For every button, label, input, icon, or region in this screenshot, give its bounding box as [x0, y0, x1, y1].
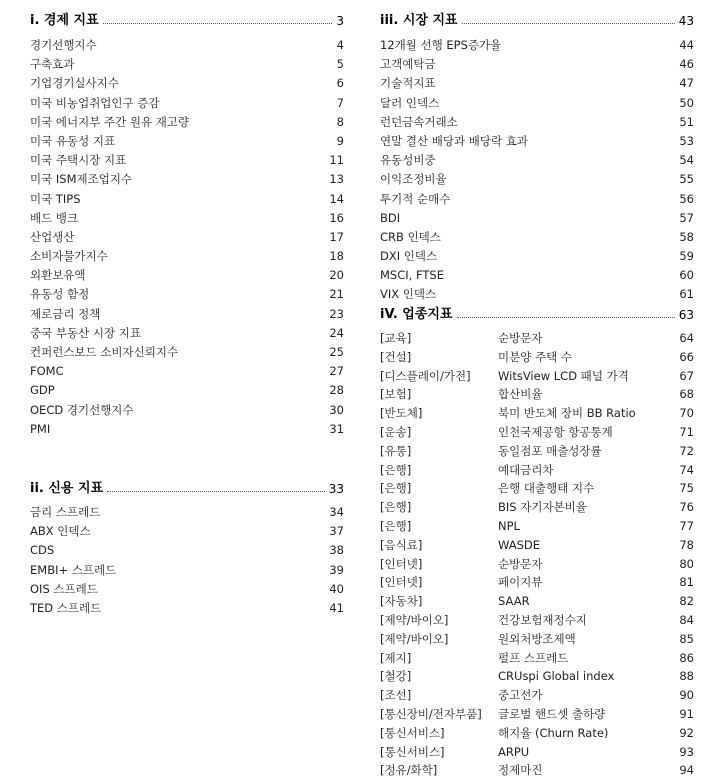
- entry-sector: [은행]: [380, 518, 412, 533]
- entry-label: OIS 스프레드: [30, 581, 98, 596]
- entry-label: 외환보유액: [30, 268, 86, 283]
- market-entry-list: [380, 36, 694, 305]
- entry-page-number: 82: [679, 594, 694, 609]
- toc-entry[interactable]: [380, 705, 694, 724]
- toc-entry[interactable]: [30, 170, 344, 189]
- toc-entry[interactable]: [30, 580, 344, 599]
- entry-sector: [건설]: [380, 349, 412, 364]
- entry-label: 구축효과: [30, 57, 75, 72]
- entry-label: VIX 인덱스: [380, 287, 437, 302]
- entry-page-number: 14: [329, 191, 344, 206]
- entry-label: 달러 인덱스: [380, 95, 440, 110]
- entry-label: 미국 주택시장 지표: [30, 153, 127, 168]
- entry-page-number: 17: [329, 229, 344, 244]
- entry-page-number: 51: [679, 114, 694, 129]
- entry-label: 컨퍼런스보드 소비자신뢰지수: [30, 345, 179, 359]
- toc-entry[interactable]: [380, 190, 694, 209]
- entry-sector: [디스플레이/가전]: [380, 368, 471, 383]
- toc-entry[interactable]: [380, 132, 694, 151]
- entry-label: 소비자물가지수: [30, 249, 108, 264]
- toc-entry[interactable]: [30, 305, 344, 324]
- entry-sector: [통신서비스]: [380, 744, 445, 759]
- toc-entry[interactable]: [380, 404, 694, 423]
- entry-sector: [보험]: [380, 387, 412, 402]
- entry-page-number: 61: [679, 287, 694, 302]
- entry-sector: [정유/화학]: [380, 763, 438, 778]
- entry-label: 기업경기실사지수: [30, 76, 119, 91]
- entry-label: ARPU: [498, 744, 530, 759]
- entry-label: 산업생산: [30, 229, 75, 244]
- entry-page-number: 28: [329, 383, 344, 398]
- entry-page-number: 91: [679, 706, 694, 721]
- toc-entry[interactable]: [380, 442, 694, 461]
- entry-label: 미분양 주택 수: [498, 349, 572, 364]
- entry-page-number: 18: [329, 249, 344, 264]
- toc-entry[interactable]: [380, 743, 694, 762]
- entry-page-number: 94: [679, 763, 694, 778]
- entry-page-number: 85: [679, 631, 694, 646]
- entry-sector: [인터넷]: [380, 575, 423, 590]
- entry-label: EMBI+ 스프레드: [30, 562, 117, 577]
- section-title: iV. 업종지표: [380, 307, 453, 322]
- entry-label: 순방문자: [498, 331, 543, 345]
- toc-entry[interactable]: [380, 74, 694, 93]
- toc-entry[interactable]: [380, 479, 694, 498]
- entry-page-number: 4: [336, 38, 344, 52]
- entry-page-number: 88: [679, 669, 694, 684]
- toc-entry[interactable]: [30, 522, 344, 541]
- entry-page-number: 77: [679, 518, 694, 533]
- entry-sector: [철강]: [380, 669, 412, 684]
- entry-label: 순방문자: [498, 556, 543, 571]
- entry-label: 투기적 순매수: [380, 191, 451, 206]
- entry-sector: [반도체]: [380, 406, 423, 421]
- entry-sector: [음식료]: [380, 537, 423, 552]
- toc-entry[interactable]: [380, 611, 694, 630]
- entry-page-number: 50: [679, 95, 694, 110]
- entry-page-number: 86: [679, 650, 694, 665]
- toc-entry[interactable]: [30, 209, 344, 228]
- toc-entry[interactable]: [380, 573, 694, 592]
- industry-entry-list: [380, 329, 694, 780]
- toc-entry[interactable]: [30, 401, 344, 420]
- toc-entry[interactable]: [30, 113, 344, 132]
- entry-page-number: 9: [336, 133, 344, 148]
- section-header-industry[interactable]: [380, 302, 694, 322]
- entry-page-number: 68: [679, 387, 694, 402]
- entry-label: 금리 스프레드: [30, 505, 101, 519]
- entry-label: 유동성비중: [380, 153, 436, 168]
- entry-label: 북미 반도체 장비 BB Ratio: [498, 406, 636, 421]
- entry-sector: [제지]: [380, 650, 412, 665]
- dot-leader: [462, 23, 675, 24]
- entry-page-number: 23: [329, 306, 344, 321]
- entry-label: 동일점포 매출성장률: [498, 443, 602, 458]
- toc-entry[interactable]: [380, 55, 694, 74]
- entry-page-number: 31: [329, 421, 344, 436]
- entry-label: 예대금리차: [498, 462, 554, 477]
- toc-entry[interactable]: [380, 517, 694, 536]
- toc-entry[interactable]: [30, 599, 344, 618]
- entry-page-number: 27: [329, 364, 344, 379]
- entry-page-number: 90: [679, 688, 694, 703]
- entry-page-number: 20: [329, 268, 344, 283]
- entry-label: WitsView LCD 패널 가격: [498, 368, 629, 383]
- entry-page-number: 76: [679, 500, 694, 515]
- toc-entry[interactable]: [380, 266, 694, 285]
- entry-page-number: 70: [679, 406, 694, 421]
- entry-sector: [유통]: [380, 443, 412, 458]
- toc-entry[interactable]: [30, 132, 344, 151]
- entry-label: ABX 인덱스: [30, 524, 91, 539]
- entry-page-number: 8: [336, 114, 344, 129]
- toc-entry[interactable]: [30, 420, 344, 439]
- entry-label: 펄프 스프레드: [498, 650, 569, 665]
- entry-label: 연말 결산 배당과 배당락 효과: [380, 133, 528, 148]
- entry-sector: [통신서비스]: [380, 725, 445, 740]
- entry-label: DXI 인덱스: [380, 249, 438, 264]
- entry-page-number: 53: [679, 133, 694, 148]
- section-title: iii. 시장 지표: [380, 13, 458, 28]
- entry-label: 런던금속거래소: [380, 114, 458, 129]
- section-header-economic[interactable]: [30, 8, 344, 28]
- toc-entry[interactable]: [380, 761, 694, 780]
- entry-label: 미국 유동성 지표: [30, 133, 116, 148]
- toc-entry[interactable]: [30, 541, 344, 560]
- entry-page-number: 7: [336, 95, 344, 110]
- entry-label: 이익조정비율: [380, 172, 447, 187]
- entry-label: 은행 대출행태 지수: [498, 481, 595, 496]
- entry-sector: [조선]: [380, 688, 412, 703]
- entry-label: CRUspi Global index: [498, 669, 615, 684]
- entry-page-number: 34: [329, 505, 344, 519]
- toc-entry[interactable]: [380, 209, 694, 228]
- section-title: ii. 신용 지표: [30, 481, 104, 496]
- entry-label: 해지율 (Churn Rate): [498, 725, 609, 740]
- entry-page-number: 5: [336, 57, 344, 72]
- entry-page-number: 16: [329, 210, 344, 225]
- toc-entry[interactable]: [30, 151, 344, 170]
- entry-page-number: 57: [679, 210, 694, 225]
- toc-entry[interactable]: [30, 247, 344, 266]
- toc-entry[interactable]: [380, 592, 694, 611]
- entry-label: 합산비율: [498, 387, 543, 402]
- entry-label: OECD 경기선행지수: [30, 402, 134, 417]
- entry-sector: [통신장비/전자부품]: [380, 706, 482, 721]
- entry-page-number: 44: [679, 38, 694, 52]
- toc-entry[interactable]: [380, 247, 694, 266]
- economic-entry-list: [30, 36, 344, 439]
- entry-page-number: 25: [329, 345, 344, 359]
- entry-page-number: 11: [329, 153, 344, 168]
- entry-page-number: 93: [679, 744, 694, 759]
- entry-page-number: 38: [329, 543, 344, 558]
- entry-label: NPL: [498, 518, 520, 533]
- section-page-number: 63: [678, 308, 694, 322]
- toc-entry[interactable]: [30, 36, 344, 55]
- entry-label: WASDE: [498, 537, 541, 552]
- toc-entry[interactable]: [380, 367, 694, 386]
- entry-page-number: 81: [679, 575, 694, 590]
- entry-label: BIS 자기자본비율: [498, 500, 587, 515]
- section-header-credit[interactable]: [30, 476, 344, 496]
- entry-label: 경기선행지수: [30, 38, 97, 52]
- entry-page-number: 30: [329, 402, 344, 417]
- toc-entry[interactable]: [30, 285, 344, 304]
- entry-label: BDI: [380, 210, 401, 225]
- entry-page-number: 21: [329, 287, 344, 302]
- entry-label: TED 스프레드: [30, 600, 102, 615]
- entry-label: 중고선가: [498, 688, 543, 703]
- entry-sector: [은행]: [380, 481, 412, 496]
- toc-entry[interactable]: [380, 94, 694, 113]
- entry-sector: [제약/바이오]: [380, 631, 449, 646]
- toc-entry[interactable]: [380, 423, 694, 442]
- entry-page-number: 37: [329, 524, 344, 539]
- entry-label: GDP: [30, 383, 55, 398]
- entry-label: MSCI, FTSE: [380, 268, 444, 283]
- entry-sector: [교육]: [380, 331, 412, 345]
- entry-page-number: 64: [679, 331, 694, 345]
- toc-entry[interactable]: [380, 170, 694, 189]
- entry-page-number: 72: [679, 443, 694, 458]
- entry-label: CRB 인덱스: [380, 229, 441, 244]
- toc-entry[interactable]: [380, 724, 694, 743]
- section-page-number: 33: [328, 482, 344, 496]
- entry-page-number: 80: [679, 556, 694, 571]
- toc-entry[interactable]: [380, 461, 694, 480]
- entry-label: 건강보험재정수지: [498, 612, 587, 627]
- entry-page-number: 71: [679, 424, 694, 439]
- entry-label: 중국 부동산 시장 지표: [30, 325, 141, 340]
- credit-entry-list: [30, 503, 344, 618]
- toc-entry[interactable]: [30, 190, 344, 209]
- section-page-number: 43: [678, 14, 694, 28]
- entry-page-number: 54: [679, 153, 694, 168]
- entry-label: 12개월 선행 EPS증가율: [380, 38, 502, 52]
- entry-label: 원외처방조제액: [498, 631, 576, 646]
- toc-entry[interactable]: [380, 385, 694, 404]
- entry-page-number: 55: [679, 172, 694, 187]
- entry-page-number: 47: [679, 76, 694, 91]
- entry-label: 배드 뱅크: [30, 210, 79, 225]
- entry-sector: [은행]: [380, 500, 412, 515]
- toc-entry[interactable]: [30, 503, 344, 522]
- toc-entry[interactable]: [30, 94, 344, 113]
- entry-label: 미국 에너지부 주간 원유 재고량: [30, 114, 190, 129]
- toc-entry[interactable]: [380, 667, 694, 686]
- entry-sector: [자동차]: [380, 594, 423, 609]
- entry-page-number: 6: [336, 76, 344, 91]
- toc-entry[interactable]: [380, 649, 694, 668]
- dot-leader: [457, 317, 675, 318]
- entry-label: FOMC: [30, 364, 64, 379]
- entry-sector: [운송]: [380, 424, 412, 439]
- toc-entry[interactable]: [380, 329, 694, 348]
- entry-label: 제로금리 정책: [30, 306, 101, 321]
- entry-sector: [은행]: [380, 462, 412, 477]
- entry-page-number: 60: [679, 268, 694, 283]
- entry-label: 인천국제공항 항공통계: [498, 424, 613, 439]
- entry-page-number: 78: [679, 537, 694, 552]
- section-title: i. 경제 지표: [30, 13, 99, 28]
- toc-entry[interactable]: [380, 536, 694, 555]
- section-page-number: 3: [336, 14, 344, 28]
- entry-page-number: 13: [329, 172, 344, 187]
- toc-entry[interactable]: [30, 55, 344, 74]
- toc-entry[interactable]: [30, 324, 344, 343]
- entry-page-number: 39: [329, 562, 344, 577]
- toc-entry[interactable]: [380, 151, 694, 170]
- toc-entry[interactable]: [380, 686, 694, 705]
- entry-page-number: 92: [679, 725, 694, 740]
- entry-label: 글로벌 핸드셋 출하량: [498, 706, 606, 721]
- section-header-market[interactable]: [380, 8, 694, 28]
- entry-page-number: 74: [679, 462, 694, 477]
- toc-entry[interactable]: [30, 228, 344, 247]
- entry-page-number: 75: [679, 481, 694, 496]
- entry-page-number: 41: [329, 600, 344, 615]
- toc-entry[interactable]: [30, 561, 344, 580]
- entry-sector: [제약/바이오]: [380, 612, 449, 627]
- entry-label: 고객예탁금: [380, 57, 436, 72]
- entry-label: CDS: [30, 543, 55, 558]
- entry-label: 페이지뷰: [498, 575, 543, 590]
- toc-entry[interactable]: [380, 498, 694, 517]
- toc-entry[interactable]: [30, 381, 344, 400]
- toc-entry[interactable]: [380, 555, 694, 574]
- toc-entry[interactable]: [30, 362, 344, 381]
- entry-label: 정제마진: [498, 763, 543, 778]
- dot-leader: [103, 23, 333, 24]
- entry-page-number: 56: [679, 191, 694, 206]
- dot-leader: [107, 491, 325, 492]
- entry-label: 미국 비농업취업인구 증감: [30, 95, 160, 110]
- entry-sector: [인터넷]: [380, 556, 423, 571]
- toc-entry[interactable]: [380, 113, 694, 132]
- entry-page-number: 58: [679, 229, 694, 244]
- entry-page-number: 66: [679, 349, 694, 364]
- toc-entry[interactable]: [30, 74, 344, 93]
- entry-label: 미국 TIPS: [30, 191, 81, 206]
- entry-label: 유동성 함정: [30, 287, 90, 302]
- entry-page-number: 59: [679, 249, 694, 264]
- toc-entry[interactable]: [380, 348, 694, 367]
- toc-entry[interactable]: [380, 36, 694, 55]
- toc-entry[interactable]: [380, 630, 694, 649]
- entry-page-number: 40: [329, 581, 344, 596]
- entry-page-number: 84: [679, 612, 694, 627]
- toc-entry[interactable]: [30, 266, 344, 285]
- entry-page-number: 46: [679, 57, 694, 72]
- entry-page-number: 24: [329, 325, 344, 340]
- entry-page-number: 67: [679, 368, 694, 383]
- entry-label: 미국 ISM제조업지수: [30, 172, 133, 187]
- entry-label: PMI: [30, 421, 51, 436]
- toc-entry[interactable]: [30, 343, 344, 362]
- toc-entry[interactable]: [380, 228, 694, 247]
- entry-label: 기술적지표: [380, 76, 436, 91]
- entry-label: SAAR: [498, 594, 530, 609]
